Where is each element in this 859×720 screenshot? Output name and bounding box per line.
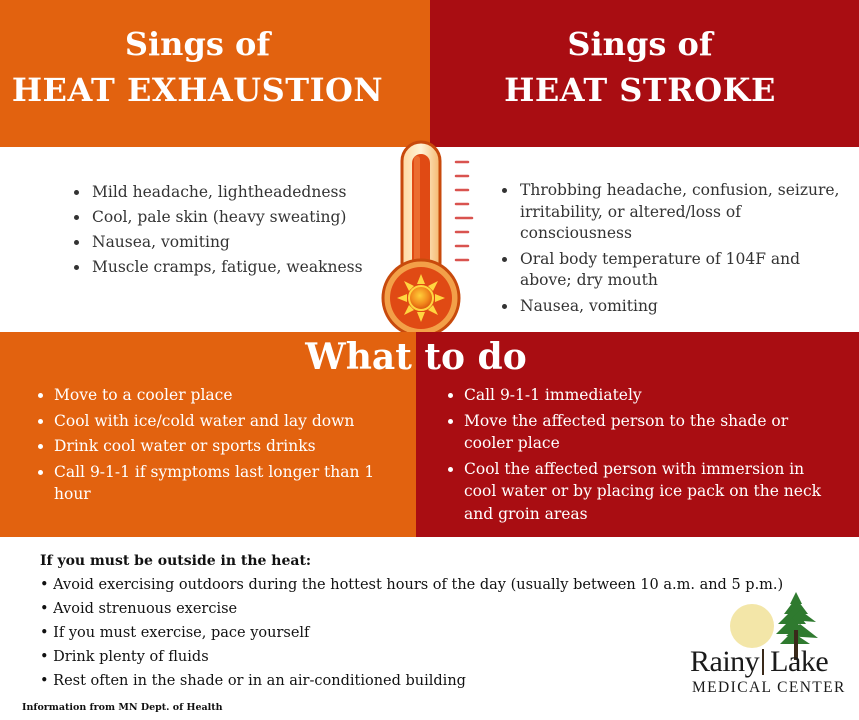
symptom-item: • Muscle cramps, fatigue, weakness xyxy=(90,255,372,280)
heat-exhaustion-title-line1: Sings of xyxy=(124,25,271,63)
guidance-item: • Drink plenty of fluids xyxy=(40,649,209,665)
action-item: • Move the affected person to the shade or cooler place xyxy=(464,410,841,455)
guidance-item: • If you must exercise, pace yourself xyxy=(40,625,310,641)
heat-stroke-actions xyxy=(446,384,841,528)
logo-name-part1: Rainy xyxy=(690,645,760,678)
outside-guidance xyxy=(40,553,800,693)
logo-subtitle: MEDICAL CENTER xyxy=(692,679,846,696)
action-item: • Call 9-1-1 if symptoms last longer than 1 hour xyxy=(54,461,411,506)
heat-exhaustion-actions xyxy=(36,384,411,509)
symptom-item: • Mild headache, lightheadedness xyxy=(90,180,372,205)
thermometer-icon xyxy=(380,140,480,340)
heat-exhaustion-title xyxy=(0,24,395,110)
heat-exhaustion-symptoms xyxy=(72,180,372,280)
action-item: • Cool the affected person with immersion in cool water or by placing ice pack on the neck and groin areas xyxy=(464,458,841,526)
action-item: • Call 9-1-1 immediately xyxy=(464,384,841,407)
symptom-item: • Cool, pale skin (heavy sweating) xyxy=(90,205,372,230)
guidance-item: • Avoid exercising outdoors during the hottest hours of the day (usually between 10 a.m. and 5 p.m.) xyxy=(40,577,784,593)
action-item: • Cool with ice/cold water and lay down xyxy=(54,410,411,433)
outside-guidance-title: If you must be outside in the heat: xyxy=(40,553,312,569)
symptom-item: • Oral body temperature of 104F and above; dry mouth xyxy=(518,249,845,292)
heat-stroke-title-line1: Sings of xyxy=(567,25,713,63)
heat-stroke-title xyxy=(440,24,840,110)
symptom-item: • Nausea, vomiting xyxy=(90,230,372,255)
symptom-item: • Throbbing headache, confusion, seizure, irritability, or altered/loss of consciousness xyxy=(518,180,845,245)
guidance-item: • Rest often in the shade or in an air-conditioned building xyxy=(40,673,466,689)
logo-name xyxy=(690,645,828,679)
source-credit: Information from MN Dept. of Health xyxy=(22,702,223,713)
rainy-lake-logo xyxy=(690,590,855,700)
action-item: • Drink cool water or sports drinks xyxy=(54,435,411,458)
heat-stroke-symptoms xyxy=(500,180,845,317)
action-item: • Move to a cooler place xyxy=(54,384,411,407)
heat-stroke-title-line2: HEAT STROKE xyxy=(504,71,776,109)
guidance-item: • Avoid strenuous exercise xyxy=(40,601,238,617)
heat-exhaustion-title-line2: HEAT EXHAUSTION xyxy=(11,71,384,109)
logo-name-part2: Lake xyxy=(770,645,829,678)
what-to-do-heading: What to do xyxy=(305,336,527,378)
symptom-item: • Nausea, vomiting xyxy=(518,296,845,318)
